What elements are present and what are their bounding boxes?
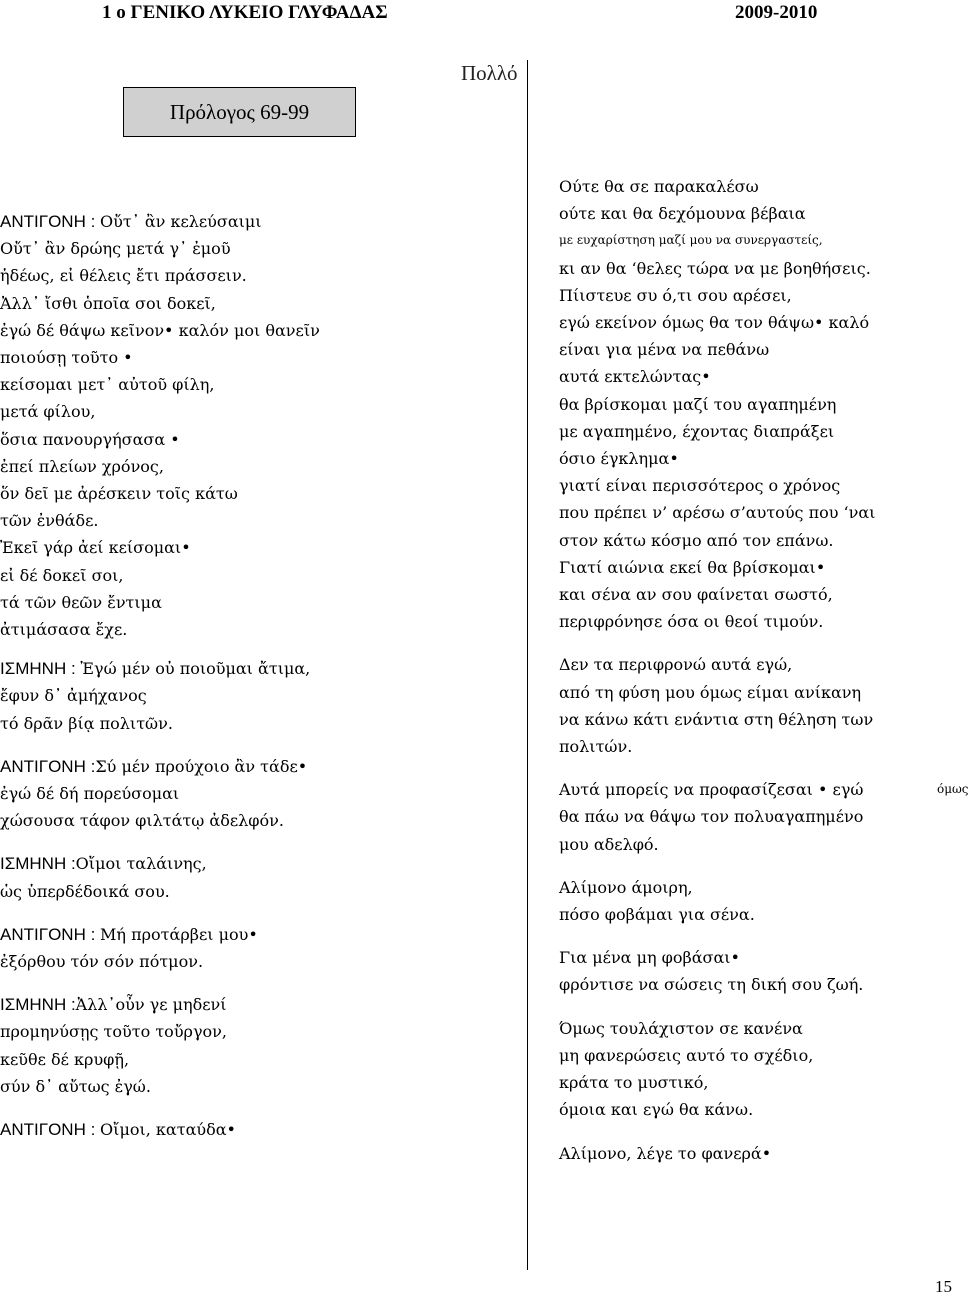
translation-line: με ευχαρίστηση μαζί μου να συνεργαστείς, — [559, 233, 823, 248]
verse-line — [0, 1046, 520, 1073]
translation-line: όμοια και εγώ θα κάνω. — [559, 1100, 754, 1120]
verse-text: ὡς ὑπερδέδοικά σου. — [0, 881, 170, 901]
translation-line: Όμως τουλάχιστον σε κανένα — [559, 1018, 803, 1038]
translation-line: να κάνω κάτι ενάντια στη θέληση των — [559, 709, 874, 729]
translation-block — [559, 1015, 960, 1124]
translation-line: Δεν τα περιφρονώ αυτά εγώ, — [559, 655, 793, 675]
translation-line: Αλίμονο άμοιρη, — [559, 877, 693, 897]
verse-text: ὅσια πανουργήσασα • — [0, 429, 180, 449]
translation-line: γιατί είναι περισσότερος ο χρόνος — [559, 476, 841, 496]
verse-line — [0, 507, 520, 534]
speaker-name: ΙΣΜΗΝΗ : — [0, 854, 76, 874]
translation-line: ούτε και θα δεχόμουνα βέβαια — [559, 204, 806, 224]
translation-column — [559, 173, 969, 1167]
dialogue-block — [0, 850, 520, 904]
speaker-name: ΑΝΤΙΓΟΝΗ : — [0, 924, 101, 944]
translation-line: που πρέπει ν’ αρέσω σ’αυτούς που ‘ναι — [559, 503, 876, 523]
column-divider — [527, 60, 528, 1270]
verse-line — [0, 235, 520, 262]
translation-block — [559, 651, 960, 760]
verse-line — [0, 562, 520, 589]
verse-line — [0, 290, 520, 317]
verse-line — [0, 710, 520, 737]
translation-line: εγώ εκείνον όμως θα τον θάψω• καλό — [559, 313, 870, 333]
verse-text: Οἴμοι ταλάινης, — [75, 854, 207, 874]
verse-text: ἐγώ δέ δή πορεύσομαι — [0, 784, 180, 804]
speaker-name: ΑΝΤΙΓΟΝΗ : — [0, 212, 101, 231]
verse-line — [0, 208, 520, 235]
verse-text: ἐγώ δέ θάψω κεῖνον• καλόν μοι θανεῖν — [0, 320, 320, 340]
translation-line: κράτα το μυστικό, — [559, 1073, 709, 1093]
translation-line: Για μένα μη φοβάσαι• — [559, 948, 740, 968]
dialogue-block — [0, 753, 520, 835]
verse-text: ὅν δεῖ με ἀρέσκειν τοῖς κάτω — [0, 484, 238, 504]
verse-line — [0, 878, 520, 905]
translation-block — [559, 874, 960, 928]
trailing-word: όμως — [937, 782, 969, 797]
page-number: 15 — [935, 1277, 952, 1296]
verse-text: εἰ δέ δοκεῖ σοι, — [0, 565, 124, 585]
translation-line: πολιτών. — [559, 737, 633, 757]
verse-line — [0, 1073, 520, 1100]
verse-text: τά τῶν θεῶν ἔντιμα — [0, 592, 162, 612]
speaker-name: ΙΣΜΗΝΗ : — [0, 995, 76, 1015]
translation-line: Αλίμονο, λέγε το φανερά• — [559, 1143, 772, 1163]
verse-text: Μή προτάρβει μου• — [100, 924, 258, 944]
verse-text: Σύ μέν προύχοιο ἂν τάδε• — [95, 756, 308, 776]
translation-line: στον κάτω κόσμο από τον επάνω. — [559, 530, 834, 550]
verse-text: ἡδέως, εἰ θέλεις ἔτι πράσσειν. — [0, 266, 247, 286]
school-year: 2009-2010 — [735, 2, 818, 23]
verse-line — [0, 616, 520, 643]
verse-line — [0, 780, 520, 807]
translation-line: φρόντισε να σώσεις τη δική σου ζωή. — [559, 975, 864, 995]
verse-line — [0, 921, 520, 948]
verse-line — [0, 948, 520, 975]
verse-line — [0, 655, 520, 682]
verse-text: κείσομαι μετ᾽ αὐτοῦ φίλη, — [0, 375, 215, 395]
translation-line: κι αν θα ‘θελες τώρα να με βοηθήσεις. — [559, 258, 871, 278]
verse-line — [0, 453, 520, 480]
verse-text: ἔφυν δ᾽ ἀμήχανος — [0, 686, 147, 706]
verse-line — [0, 371, 520, 398]
speaker-name: ΑΝΤΙΓΟΝΗ : — [0, 1120, 101, 1140]
verse-line — [0, 807, 520, 834]
verse-line — [0, 991, 520, 1018]
verse-line — [0, 753, 520, 780]
verse-line — [0, 1018, 520, 1045]
verse-line — [0, 589, 520, 616]
translation-block — [559, 944, 960, 998]
verse-line — [0, 534, 520, 561]
verse-line — [0, 1116, 520, 1143]
translation-line: και σένα αν σου φαίνεται σωστό, — [559, 585, 833, 605]
translation-line: πόσο φοβάμαι για σένα. — [559, 905, 755, 925]
verse-text: Οὔτ᾽ ἂν δρώης μετά γ᾽ ἐμοῦ — [0, 239, 231, 259]
translation-line: Αυτά μπορείς να προφασίζεσαι • εγώ — [559, 780, 864, 800]
verse-text: ἀτιμάσασα ἔχε. — [0, 620, 128, 640]
verse-text: Ἐκεῖ γάρ ἀεί κείσομαι• — [0, 538, 191, 558]
translation-line: με αγαπημένο, έχοντας διαπράξει — [559, 421, 835, 441]
translation-line: θα πάω να θάψω τον πολυαγαπημένο — [559, 807, 864, 827]
speaker-name: ΑΝΤΙΓΟΝΗ : — [0, 756, 96, 776]
verse-line — [0, 850, 520, 877]
verse-text: τό δρᾶν βίᾳ πολιτῶν. — [0, 713, 173, 733]
verse-text: τῶν ἐνθάδε. — [0, 511, 99, 531]
verse-text: Ἐγώ μέν οὐ ποιοῦμαι ἄτιμα, — [80, 659, 311, 679]
verse-text: Οὔτ᾽ ἂν κελεύσαιμι — [100, 212, 262, 231]
verse-text: ποιούσῃ τοῦτο • — [0, 348, 133, 368]
translation-line: θα βρίσκομαι μαζί του αγαπημένη — [559, 394, 837, 414]
translation-block — [559, 173, 960, 635]
verse-text: μετά φίλου, — [0, 402, 96, 422]
translation-line: Ούτε θα σε παρακαλέσω — [559, 177, 759, 196]
school-header-title: 1 ο ΓΕΝΙΚΟ ΛΥΚΕΙΟ ΓΛΥΦΑΔΑΣ — [102, 2, 388, 23]
dialogue-block — [0, 921, 520, 975]
verse-text: Ἀλλ᾽ ἴσθι ὁποῖα σοι δοκεῖ, — [0, 293, 216, 313]
dialogue-block — [0, 655, 520, 737]
translation-line: Πίιστευε συ ό,τι σου αρέσει, — [559, 285, 792, 305]
verse-text: Ἀλλ᾽οὖν γε μηδενί — [75, 995, 227, 1015]
prologue-title-box — [123, 87, 356, 137]
verse-text: σύν δ᾽ αὔτως ἐγώ. — [0, 1076, 151, 1096]
column-heading: Πολλό — [461, 61, 518, 85]
verse-text: ἐπεί πλείων χρόνος, — [0, 456, 164, 476]
verse-line — [0, 344, 520, 371]
speaker-name: ΙΣΜΗΝΗ : — [0, 659, 81, 679]
verse-line — [0, 398, 520, 425]
verse-text: ἐξόρθου τόν σόν πότμον. — [0, 952, 204, 972]
translation-line: μη φανερώσεις αυτό το σχέδιο, — [559, 1045, 814, 1065]
verse-text: κεῦθε δέ κρυφῇ, — [0, 1049, 130, 1069]
verse-text: χώσουσα τάφον φιλτάτῳ ἀδελφόν. — [0, 811, 284, 831]
translation-line: είναι για μένα να πεθάνω — [559, 340, 770, 360]
dialogue-block — [0, 208, 520, 643]
translation-block — [559, 1140, 960, 1167]
translation-line: όσιο έγκλημα• — [559, 449, 679, 469]
dialogue-block — [0, 991, 520, 1100]
verse-line — [0, 262, 520, 289]
dialogue-block — [0, 1116, 520, 1143]
translation-block — [559, 776, 969, 858]
translation-line: Γιατί αιώνια εκεί θα βρίσκομαι• — [559, 557, 826, 577]
verse-line — [0, 480, 520, 507]
verse-line — [0, 426, 520, 453]
translation-line: αυτά εκτελώντας• — [559, 367, 711, 387]
prologue-title: Πρόλογος 69-99 — [169, 99, 310, 124]
translation-line: μου αδελφό. — [559, 834, 659, 854]
verse-line — [0, 682, 520, 709]
translation-line: από τη φύση μου όμως είμαι ανίκανη — [559, 682, 862, 702]
translation-line: περιφρόνησε όσα οι θεοί τιμούν. — [559, 612, 824, 632]
ancient-text-column — [0, 208, 520, 1143]
verse-text: προμηνύσῃς τοῦτο τοὔργον, — [0, 1022, 227, 1042]
verse-text: Οἴμοι, καταύδα• — [100, 1120, 236, 1140]
verse-line — [0, 317, 520, 344]
